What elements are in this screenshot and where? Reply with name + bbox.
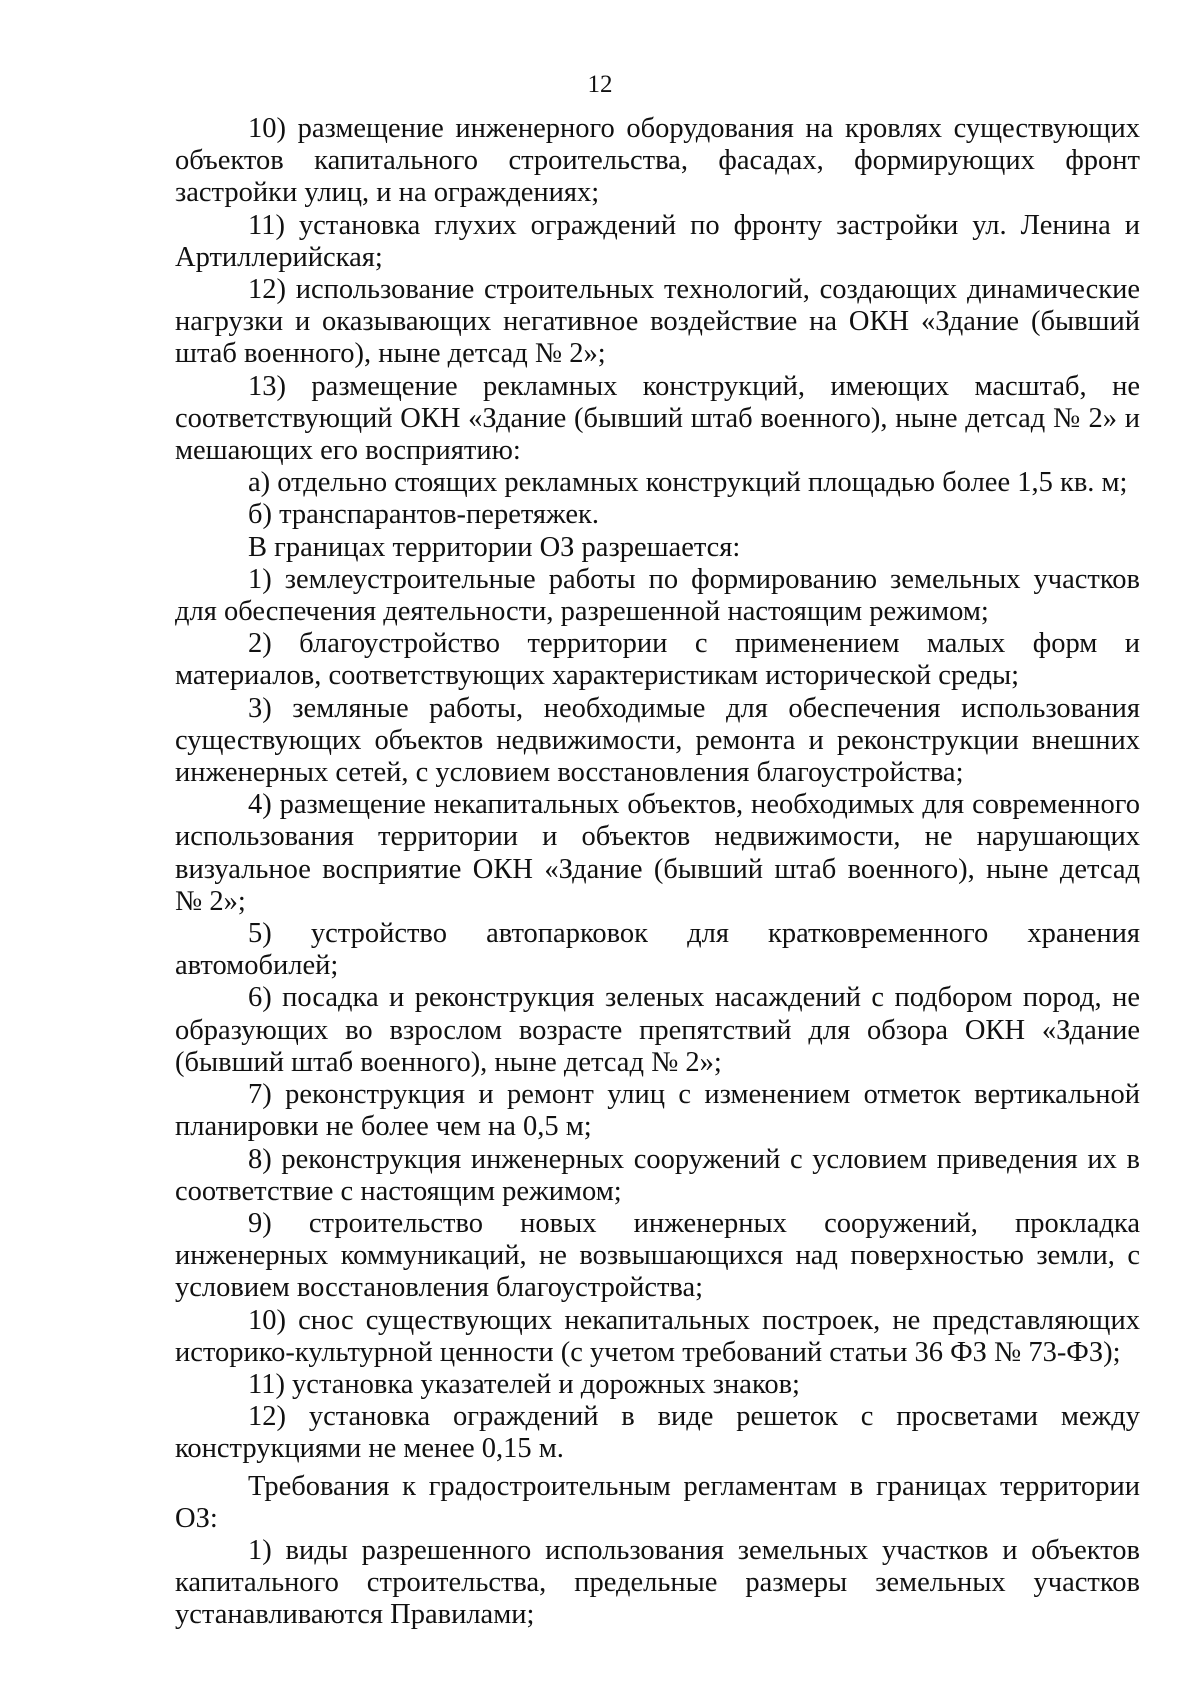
paragraph-permitted-11: 11) установка указателей и дорожных знаков; [248,1368,800,1400]
paragraph-permitted-10: 10) снос существующих некапитальных построек, не представляющих историко-культурной ценности (с учетом требований статьи 36 ФЗ № 73-ФЗ); [175,1304,1140,1368]
paragraph-permitted-6: 6) посадка и реконструкция зеленых насаждений с подбором пород, не образующих во взрослом возрасте препятствий для обзора ОКН «Здание (бывший штаб военного), ныне детсад № 2»; [175,982,1140,1078]
section-heading-permitted: В границах территории ОЗ разрешается: [248,531,741,563]
paragraph-permitted-9: 9) строительство новых инженерных сооружений, прокладка инженерных коммуникаций, не возвышающихся над поверхностью земли, с условием восстановления благоустройства; [175,1207,1140,1304]
paragraph-permitted-5: 5) устройство автопарковок для кратковременного хранения автомобилей; [175,918,1140,982]
paragraph-permitted-8: 8) реконструкция инженерных сооружений с условием приведения их в соответствие с настоящим режимом; [175,1143,1140,1207]
paragraph-prohibited-12: 12) использование строительных технологий, создающих динамические нагрузки и оказывающих негативное воздействие на ОКН «Здание (бывший штаб военного), ныне детсад № 2»; [175,274,1140,370]
page-number: 12 [587,71,613,98]
paragraph-permitted-12: 12) установка ограждений в виде решеток с просветами между конструкциями не менее 0,15 м. [175,1401,1140,1465]
paragraph-prohibited-11: 11) установка глухих ограждений по фронту застройки ул. Ленина и Артиллерийская; [175,209,1140,273]
paragraph-permitted-2: 2) благоустройство территории с применением малых форм и материалов, соответствующих характеристикам исторической среды; [175,628,1140,692]
paragraph-subitem-b: б) транспарантов-перетяжек. [248,499,599,531]
paragraph-permitted-7: 7) реконструкция и ремонт улиц с изменением отметок вертикальной планировки не более чем на 0,5 м; [175,1079,1140,1143]
section-heading-requirements: Требования к градостроительным регламентам в границах территории ОЗ: [175,1470,1140,1534]
paragraph-prohibited-10: 10) размещение инженерного оборудования на кровлях существующих объектов капитального строительства, фасадах, формирующих фронт застройки улиц, и на ограждениях; [175,113,1140,209]
paragraph-subitem-a: а) отдельно стоящих рекламных конструкций площадью более 1,5 кв. м; [248,467,1128,499]
document-body [175,113,1140,1632]
paragraph-permitted-3: 3) земляные работы, необходимые для обеспечения использования существующих объектов недвижимости, ремонта и реконструкции внешних инженерных сетей, с условием восстановления благоустройства; [175,692,1140,789]
paragraph-permitted-4: 4) размещение некапитальных объектов, необходимых для современного использования территории и объектов недвижимости, не нарушающих визуальное восприятие ОКН «Здание (бывший штаб военного), ныне детсад № 2»; [175,789,1140,917]
paragraph-prohibited-13: 13) размещение рекламных конструкций, имеющих масштаб, не соответствующий ОКН «Здание (бывший штаб военного), ныне детсад № 2» и мешающих его восприятию: [175,370,1140,467]
paragraph-permitted-1: 1) землеустроительные работы по формированию земельных участков для обеспечения деятельности, разрешенной настоящим режимом; [175,563,1140,628]
paragraph-requirement-1: 1) виды разрешенного использования земельных участков и объектов капитального строительства, предельные размеры земельных участков устанавливаются Правилами; [175,1534,1140,1631]
